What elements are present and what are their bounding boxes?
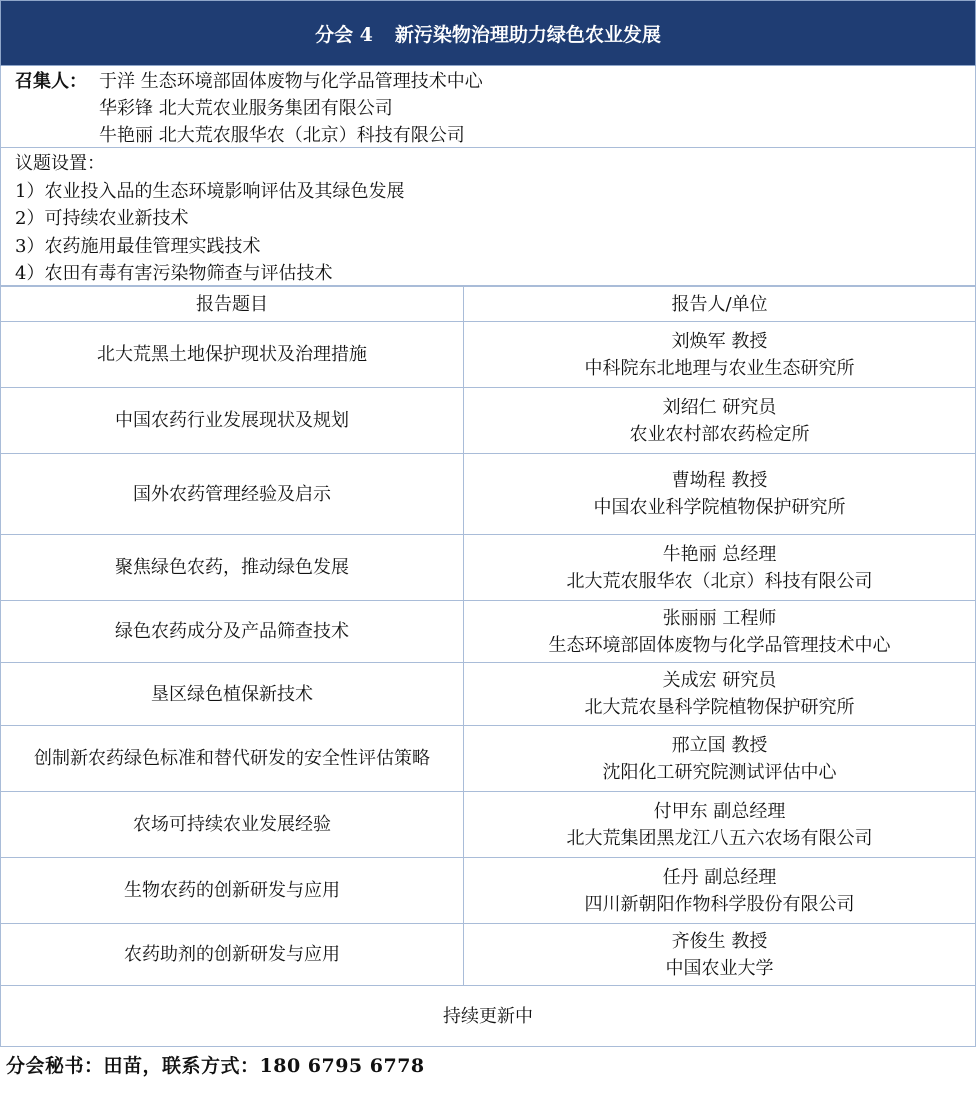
session-title-bar: [0, 0, 976, 66]
speaker-org: 沈阳化工研究院测试评估中心: [602, 761, 837, 783]
session-name: 新污染物治理助力绿色农业发展: [394, 23, 661, 46]
speaker-org: 北大荒集团黑龙江八五六农场有限公司: [566, 827, 873, 849]
header-speaker: 报告人/单位: [464, 287, 976, 322]
speaker-org: 四川新朝阳作物科学股份有限公司: [584, 893, 855, 915]
convener-row: [15, 122, 975, 149]
speaker-org: 北大荒农服华农（北京）科技有限公司: [566, 570, 873, 592]
table-row: [1, 924, 976, 986]
report-topic: 农场可持续农业发展经验: [1, 792, 464, 858]
report-speaker-cell: [464, 726, 976, 792]
report-topic: 绿色农药成分及产品筛查技术: [1, 601, 464, 663]
report-speaker-cell: [464, 454, 976, 535]
convener-row: [15, 95, 975, 122]
update-notice: 持续更新中: [1, 986, 976, 1047]
speaker-org: 中国农业科学院植物保护研究所: [593, 497, 846, 518]
report-table: [0, 286, 976, 1047]
speaker-name: 付甲东 副总经理: [653, 800, 786, 822]
speaker-name: 任丹 副总经理: [662, 866, 777, 888]
conveners-block: [0, 66, 976, 148]
speaker-org: 生态环境部固体废物与化学品管理技术中心: [548, 634, 891, 656]
report-topic: 北大荒黑土地保护现状及治理措施: [1, 322, 464, 388]
report-topic: 垦区绿色植保新技术: [1, 663, 464, 726]
table-row: [1, 663, 976, 726]
report-speaker-cell: [464, 535, 976, 601]
session-secretary: 分会秘书：田苗，联系方式：180 6795 6778: [6, 1055, 425, 1077]
agenda-block: [0, 148, 976, 286]
speaker-org: 中国农业大学: [665, 957, 774, 979]
convener-name: 牛艳丽 北大荒农服华农（北京）科技有限公司: [99, 125, 465, 146]
agenda-item: 2）可持续农业新技术: [15, 208, 189, 229]
speaker-name: 曹坳程 教授: [671, 470, 768, 491]
speaker-name: 邢立国 教授: [671, 734, 768, 756]
table-row: [1, 601, 976, 663]
agenda-item: 4）农田有毒有害污染物筛查与评估技术: [15, 263, 333, 284]
report-speaker-cell: [464, 858, 976, 924]
speaker-name: 齐俊生 教授: [671, 930, 768, 952]
report-speaker-cell: [464, 322, 976, 388]
speaker-org: 北大荒农垦科学院植物保护研究所: [584, 697, 855, 718]
speaker-name: 关成宏 研究员: [662, 670, 777, 691]
speaker-name: 牛艳丽 总经理: [662, 543, 777, 565]
speaker-name: 刘绍仁 研究员: [662, 396, 777, 418]
table-row: [1, 454, 976, 535]
speaker-org: 农业农村部农药检定所: [629, 423, 810, 445]
report-topic: 国外农药管理经验及启示: [1, 454, 464, 535]
report-topic: 创制新农药绿色标准和替代研发的安全性评估策略: [1, 726, 464, 792]
table-row: [1, 726, 976, 792]
report-topic: 中国农药行业发展现状及规划: [1, 388, 464, 454]
convener-name: 于洋 生态环境部固体废物与化学品管理技术中心: [99, 71, 483, 92]
agenda-heading: 议题设置：: [15, 153, 105, 174]
report-speaker-cell: [464, 792, 976, 858]
table-footer-row: [1, 986, 976, 1047]
conveners-label: 召集人：: [15, 71, 87, 92]
table-row: [1, 388, 976, 454]
report-speaker-cell: [464, 601, 976, 663]
speaker-name: 刘焕军 教授: [671, 330, 768, 352]
convener-name: 华彩锋 北大荒农业服务集团有限公司: [99, 98, 393, 119]
speaker-name: 张丽丽 工程师: [662, 607, 777, 629]
header-topic: 报告题目: [1, 287, 464, 322]
table-row: [1, 322, 976, 388]
table-row: [1, 535, 976, 601]
table-row: [1, 792, 976, 858]
table-header-row: [1, 287, 976, 322]
report-topic: 生物农药的创新研发与应用: [1, 858, 464, 924]
table-row: [1, 858, 976, 924]
report-speaker-cell: [464, 924, 976, 986]
convener-row: [15, 68, 975, 95]
agenda-item: 1）农业投入品的生态环境影响评估及其绿色发展: [15, 180, 405, 202]
report-speaker-cell: [464, 388, 976, 454]
report-topic: 聚焦绿色农药，推动绿色发展: [1, 535, 464, 601]
agenda-item: 3）农药施用最佳管理实践技术: [15, 235, 261, 257]
session-number: 分会 4: [315, 23, 373, 46]
speaker-org: 中科院东北地理与农业生态研究所: [584, 357, 855, 379]
report-topic: 农药助剂的创新研发与应用: [1, 924, 464, 986]
report-speaker-cell: [464, 663, 976, 726]
